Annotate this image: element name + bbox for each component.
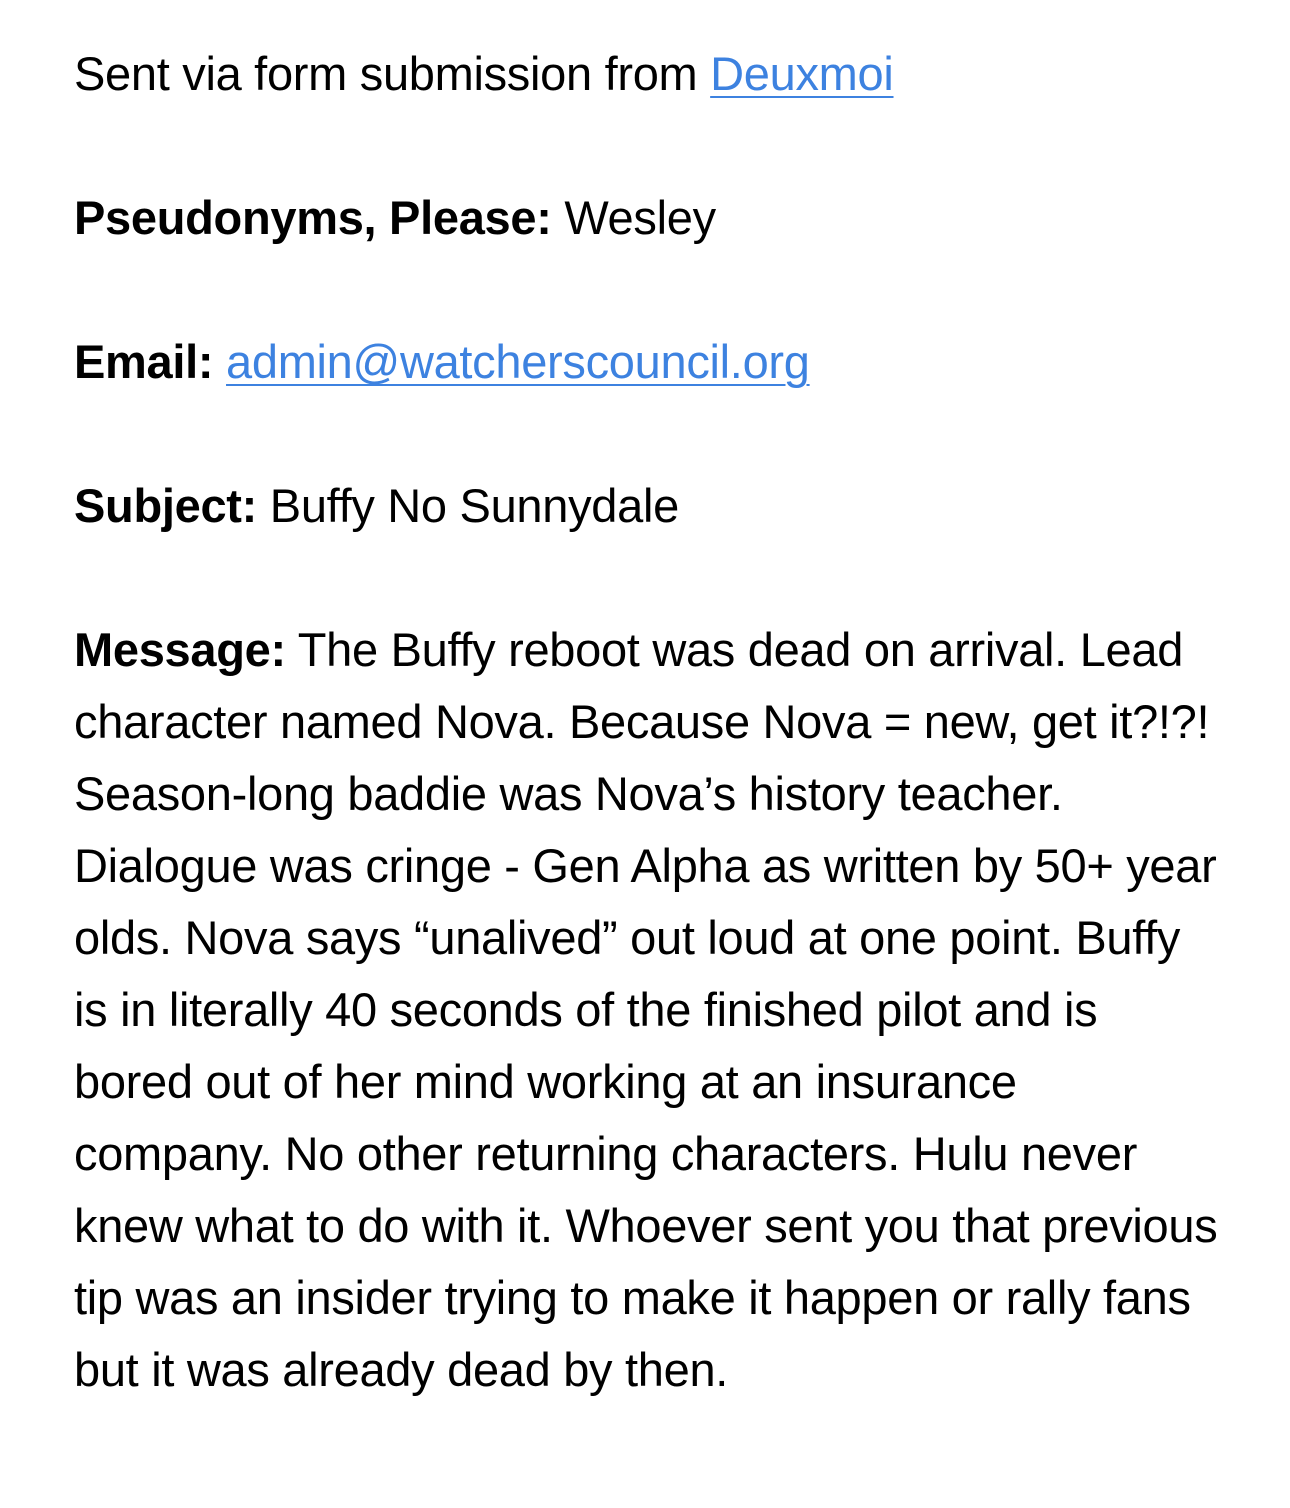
subject-field	[74, 470, 1224, 542]
pseudonym-field	[74, 182, 1224, 254]
deuxmoi-link[interactable]: Deuxmoi	[710, 47, 894, 100]
email-body	[74, 38, 1224, 1406]
pseudonym-value: Wesley	[564, 191, 716, 244]
message-field	[74, 614, 1224, 1406]
email-field	[74, 326, 1224, 398]
pseudonym-label: Pseudonyms, Please:	[74, 191, 552, 244]
email-label: Email:	[74, 335, 214, 388]
message-value: The Buffy reboot was dead on arrival. Lead character named Nova. Because Nova = new, get it?!?! Season-long baddie was Nova’s history teacher. Dialogue was cringe - Gen Alpha as written by 50+ year olds. Nova says “unalived” out loud at one point. Buffy is in literally 40 seconds of the finished pilot and is bored out of her mind working at an insurance company. No other returning characters. Hulu never knew what to do with it. Whoever sent you that previous tip was an insider trying to make it happen or rally fans but it was already dead by then.	[74, 623, 1218, 1396]
message-label: Message:	[74, 623, 286, 676]
subject-label: Subject:	[74, 479, 258, 532]
subject-value: Buffy No Sunnydale	[269, 479, 679, 532]
intro-text: Sent via form submission from	[74, 47, 711, 100]
form-submission-intro	[74, 38, 1224, 110]
email-link[interactable]: admin@watcherscouncil.org	[226, 335, 810, 388]
